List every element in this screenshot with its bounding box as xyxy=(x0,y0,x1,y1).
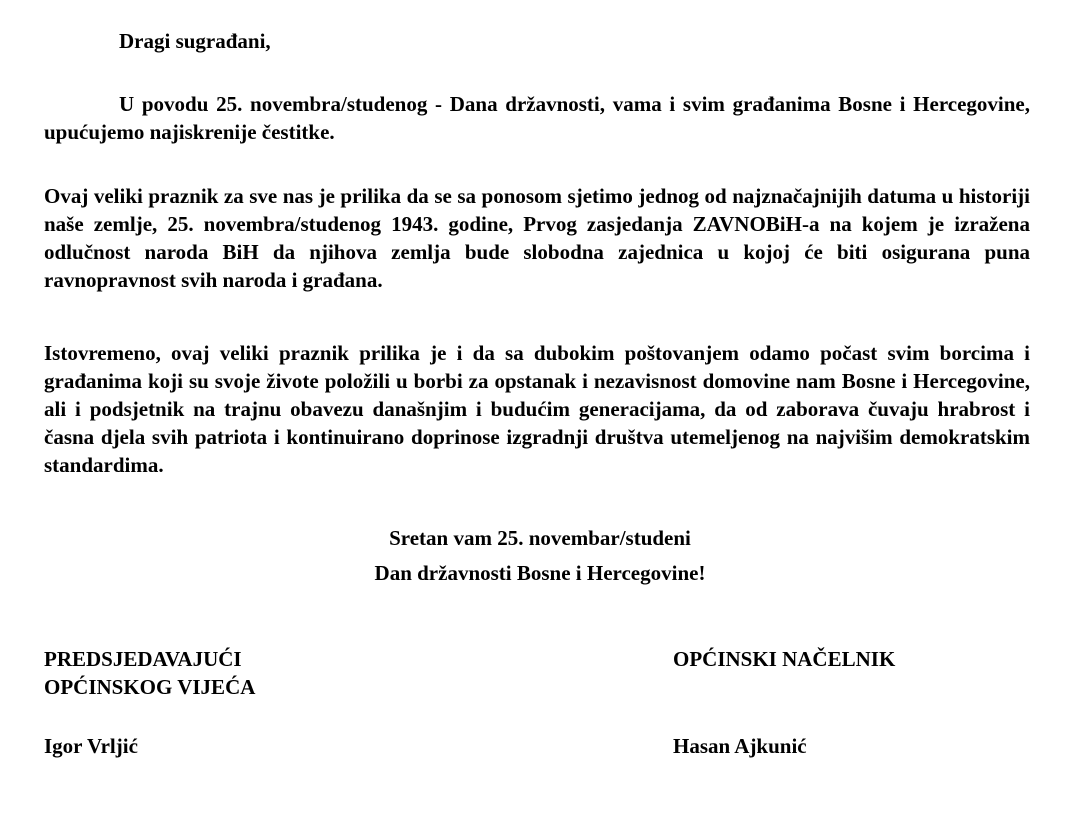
left-signatory-title xyxy=(44,645,255,701)
right-title-line-1: OPĆINSKI NAČELNIK xyxy=(673,647,896,671)
left-title-line-2: OPĆINSKOG VIJEĆA xyxy=(44,675,256,699)
closing-line-1: Sretan vam 25. novembar/studeni xyxy=(389,526,691,550)
left-signatory-name: Igor Vrljić xyxy=(44,734,138,758)
paragraph-history: Ovaj veliki praznik za sve nas je prilika da se sa ponosom sjetimo jednog od najznačajnijih datuma u historiji naše zemlje, 25. novembra/studenog 1943. godine, Prvog zasjedanja ZAVNOBiH-a na kojem je izražena odlučnost naroda BiH da njihova zemlja bude slobodna zajednica u kojoj će biti osigurana puna ravnopravnost svih naroda i građana. xyxy=(44,184,1030,292)
right-signatory-title xyxy=(673,645,895,673)
left-title-line-1: PREDSJEDAVAJUĆI xyxy=(44,647,242,671)
right-signatory-name: Hasan Ajkunić xyxy=(673,734,807,758)
paragraph-tribute: Istovremeno, ovaj veliki praznik prilika je i da sa dubokim poštovanjem odamo počast svim borcima i građanima koji su svoje živote položili u borbi za opstanak i nezavisnost domovine nam Bosne i Hercegovine, ali i podsjetnik na trajnu obavezu današnjim i budućim generacijama, da od zaborava čuvaju hrabrost i časna djela svih patriota i kontinuirano doprinose izgradnji društva utemeljenog na najvišim demokratskim standardima. xyxy=(44,341,1030,477)
paragraph-congratulations: U povodu 25. novembra/studenog - Dana državnosti, vama i svim građanima Bosne i Hercegovine, upućujemo najiskrenije čestitke. xyxy=(44,92,1030,144)
closing-line-2: Dan državnosti Bosne i Hercegovine! xyxy=(374,561,706,585)
greeting: Dragi sugrađani, xyxy=(119,29,271,53)
